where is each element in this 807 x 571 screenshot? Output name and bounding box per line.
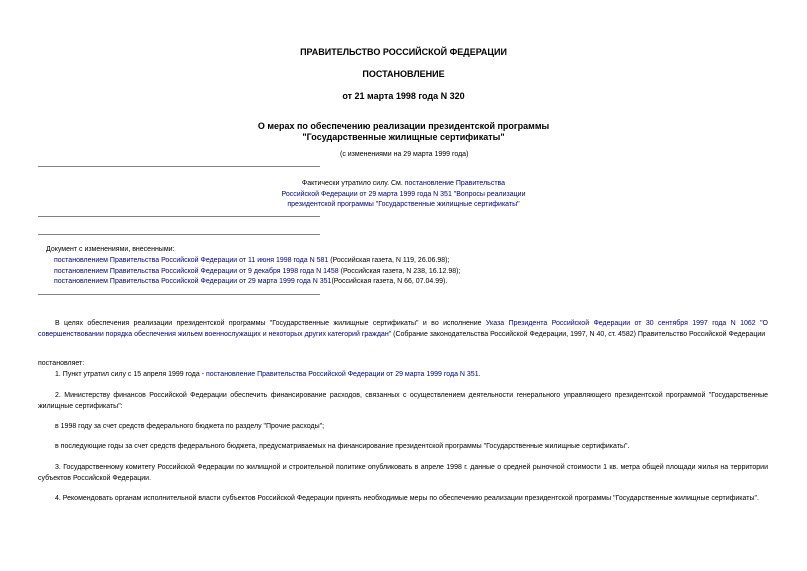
document-title-line2: "Государственные жилищные сертификаты" (302, 132, 505, 142)
changes-item (54, 267, 794, 278)
clause-2-item-b: в последующие годы за счет средств федерального бюджета, предусматриваемых на финансирование президентской программы "Государственные жилищные сертификаты". (55, 443, 630, 450)
changes-intro: Документ с изменениями, внесенными: (46, 246, 175, 253)
clause-4: 4. Рекомендовать органам исполнительной власти субъектов Российской Федерации принять необходимые меры по обеспечению реализации президентской программы "Государственные жилищные сертификаты". (55, 495, 759, 502)
notice-link-part1[interactable]: постановление Правительства (404, 180, 506, 187)
publication-ref: (Российская газета, N 238, 16.12.98); (338, 267, 461, 275)
divider (38, 216, 320, 217)
clause-1-text: 1. Пункт утратил силу с 15 апреля 1999 года - (55, 371, 206, 378)
changes-list (54, 256, 794, 288)
notice-prefix: Фактически утратило силу. См. (301, 180, 405, 187)
decree-link[interactable]: Указа Президента Российской Федерации от 30 сентября 1997 года N 1062 "О совершенствовании порядка обеспечения жильем военнослужащих и некоторых других категорий граждан" (38, 320, 768, 338)
changes-item (54, 277, 794, 288)
changes-item (54, 256, 794, 267)
publication-ref: (Российская газета, N 119, 26.06.98); (328, 257, 450, 264)
clause-2-item-a: в 1998 году за счет средств федерального бюджета по разделу "Прочие расходы"; (55, 423, 325, 430)
document-type: ПОСТАНОВЛЕНИЕ (362, 69, 445, 79)
publication-ref: (Российская газета, N 66, 07.04.99). (331, 278, 448, 285)
preamble-text: В целях обеспечения реализации президентской программы "Государственные жилищные сертификаты" и во исполнение (55, 320, 486, 327)
amendment-link[interactable]: постановлением Правительства Российской Федерации от 9 декабря 1998 года N 1458 (54, 267, 339, 275)
clause-1-link[interactable]: постановление Правительства Российской Федерации от 29 марта 1999 года N 351 (205, 371, 479, 378)
notice-link-part3[interactable]: президентской программы "Государственные жилищные сертификаты" (287, 201, 520, 208)
divider (38, 294, 320, 295)
amendment-link[interactable]: постановлением Правительства Российской Федерации от 11 июня 1998 года N 581 (54, 257, 329, 264)
notice-link-part2[interactable]: Российской Федерации от 29 марта 1999 года N 351 "Вопросы реализации (281, 190, 526, 198)
clause-3: 3. Государственному комитету Российской Федерации по жилищной и строительной политике опубликовать в апреле 1998 г. данные о средней рыночной стоимости 1 кв. метра общей площади жилья на территории субъектов Российской Федерации. (38, 464, 768, 482)
clause-1 (38, 370, 768, 381)
amendment-note: (с изменениями на 29 марта 1999 года) (340, 151, 469, 158)
divider (38, 166, 320, 167)
issuing-authority: ПРАВИТЕЛЬСТВО РОССИЙСКОЙ ФЕДЕРАЦИИ (300, 47, 507, 57)
clause-2: 2. Министерству финансов Российской Федерации обеспечить финансирование расходов, связанных с осуществлением деятельности генерального управляющего президентской программой "Государственные жилищные сертификаты": (38, 392, 768, 410)
validity-notice (0, 179, 807, 211)
document-title-line1: О мерах по обеспечению реализации президентской программы (257, 121, 550, 131)
document-date-number: от 21 марта 1998 года N 320 (342, 91, 465, 101)
decides-line: постановляет: (38, 360, 85, 367)
clause-1-end: . (478, 371, 481, 378)
divider (38, 234, 320, 235)
amendment-link[interactable]: постановлением Правительства Российской Федерации от 29 марта 1999 года N 351 (54, 278, 332, 285)
preamble-paragraph (38, 319, 768, 340)
preamble-text: (Собрание законодательства Российской Федерации, 1997, N 40, ст. 4582) Правительство Российской Федерации (391, 330, 766, 338)
